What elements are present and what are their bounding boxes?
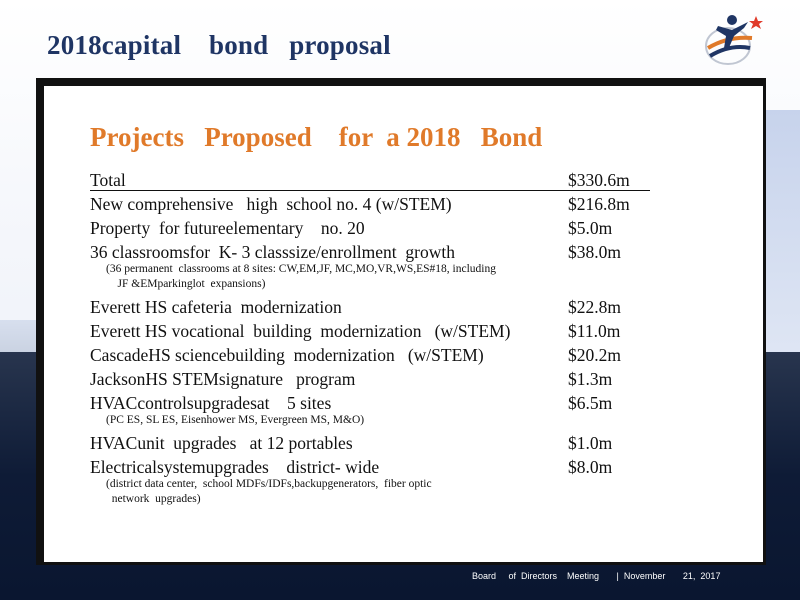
- slide-panel: [36, 78, 766, 565]
- project-amount: $5.0m: [568, 218, 613, 238]
- project-amount: $216.8m: [568, 194, 630, 214]
- project-label: Everett HS vocational building modernization (w/STEM): [90, 321, 511, 341]
- project-amount: $22.8m: [568, 297, 621, 317]
- project-note: [90, 262, 650, 292]
- project-amount: $20.2m: [568, 345, 621, 365]
- project-amount: $6.5m: [568, 393, 613, 413]
- project-amount: $38.0m: [568, 242, 621, 262]
- project-note-line: JF &EMparkinglot expansions): [106, 278, 266, 290]
- project-label: New comprehensive high school no. 4 (w/STEM): [90, 194, 452, 214]
- project-label: Everett HS cafeteria modernization: [90, 297, 342, 317]
- logo-icon: [698, 8, 764, 70]
- project-note-line: (PC ES, SL ES, Eisenhower MS, Evergreen MS, M&O): [106, 414, 365, 426]
- project-note: [90, 413, 650, 428]
- footer-text: Board of Directors Meeting | November 21, 2017: [472, 571, 721, 581]
- project-amount: $8.0m: [568, 457, 613, 477]
- project-row: [90, 319, 650, 343]
- project-label: Property for futureelementary no. 20: [90, 218, 365, 238]
- total-row: [90, 168, 650, 191]
- project-label: Electricalsystemupgrades district- wide: [90, 457, 380, 477]
- project-label: HVACcontrolsupgradesat 5 sites: [90, 393, 332, 413]
- project-note: [90, 477, 650, 507]
- project-row: [90, 343, 650, 367]
- project-amount: $11.0m: [568, 321, 621, 341]
- project-note-line: (district data center, school MDFs/IDFs,backupgenerators, fiber optic: [106, 478, 432, 490]
- project-row: [90, 240, 650, 264]
- project-label: JacksonHS STEMsignature program: [90, 369, 356, 389]
- project-row: [90, 192, 650, 216]
- project-label: 36 classroomsfor K- 3 classsize/enrollment growth: [90, 242, 455, 262]
- project-list: [90, 168, 650, 510]
- project-amount: $330.6m: [568, 170, 630, 190]
- project-row: [90, 216, 650, 240]
- project-label: HVACunit upgrades at 12 portables: [90, 433, 353, 453]
- slide-title: Projects Proposed for a 2018 Bond: [90, 122, 543, 152]
- project-row: [90, 431, 650, 455]
- project-row: [90, 295, 650, 319]
- project-row: [90, 367, 650, 391]
- project-note-line: network upgrades): [106, 493, 201, 505]
- project-note-line: (36 permanent classrooms at 8 sites: CW,EM,JF, MC,MO,VR,WS,ES#18, including: [106, 263, 496, 275]
- project-label: Total: [90, 170, 126, 190]
- district-logo: [698, 8, 764, 70]
- project-row: [90, 391, 650, 415]
- project-amount: $1.0m: [568, 433, 613, 453]
- project-row: [90, 455, 650, 479]
- project-label: CascadeHS sciencebuilding modernization (w/STEM): [90, 345, 484, 365]
- page-title: 2018capital bond proposal: [47, 30, 391, 60]
- project-amount: $1.3m: [568, 369, 613, 389]
